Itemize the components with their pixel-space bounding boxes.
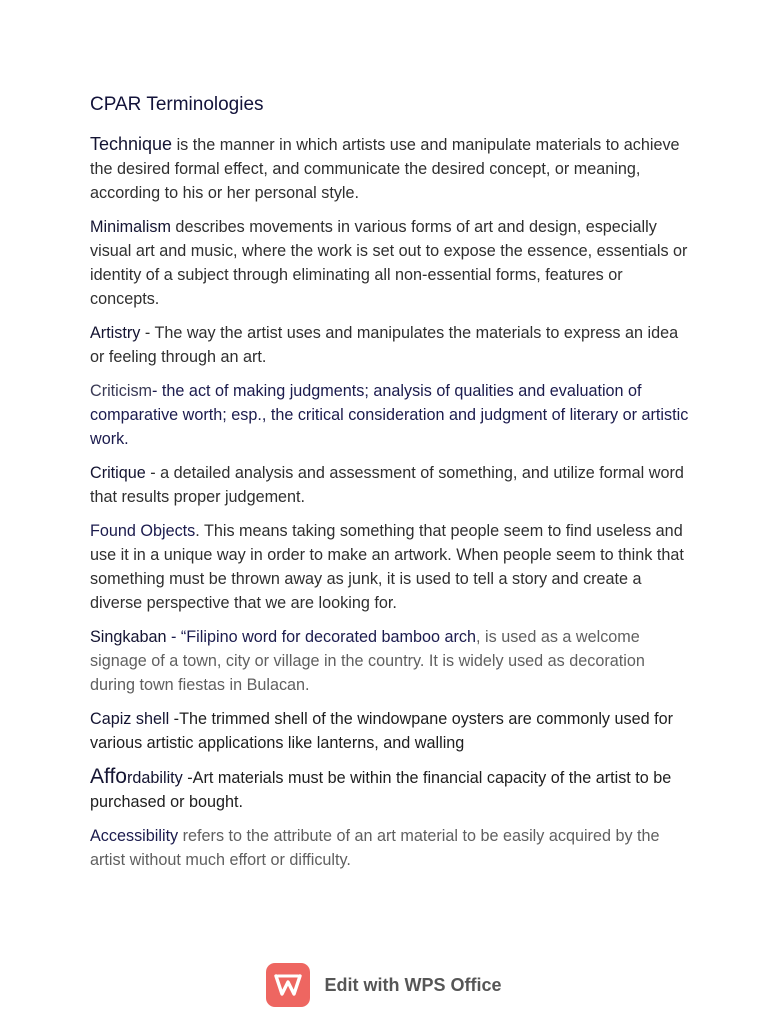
definition-accessibility: refers to the attribute of an art material to be easily acquired by the artist without much effort or difficulty. xyxy=(90,827,660,869)
definition-singkaban-part2: , is used as a welcome signage of a town, city or village in the country. It is widely used as decoration during town fiestas in Bulacan. xyxy=(90,628,645,694)
term-found-objects: Found Objects xyxy=(90,522,196,540)
edit-with-wps-link[interactable]: Edit with WPS Office xyxy=(324,974,502,995)
wps-office-logo-icon xyxy=(266,963,310,1007)
term-singkaban: Singkaban xyxy=(90,628,167,646)
term-criticism: Criticism xyxy=(90,382,153,400)
term-capiz-shell: Capiz shell xyxy=(90,710,170,728)
definition-minimalism: describes movements in various forms of art and design, especially visual art and music, where the work is set out to expose the essence, essentials or identity of a subject through eliminating all non-essential forms, features or concepts. xyxy=(90,218,688,308)
entry-technique xyxy=(90,132,690,205)
term-accessibility: Accessibility xyxy=(90,827,179,845)
definition-critique: - a detailed analysis and assessment of something, and utilize formal word that results proper judgement. xyxy=(90,464,684,506)
entry-affordability xyxy=(90,765,690,814)
term-critique: Critique xyxy=(90,464,146,482)
document-title: CPAR Terminologies xyxy=(90,94,264,115)
definition-singkaban-part1: - “Filipino word for decorated bamboo arch xyxy=(166,628,477,646)
term-affordability-part1: Affo xyxy=(90,765,127,788)
definition-criticism: - the act of making judgments; analysis of qualities and evaluation of comparative worth; esp., the critical consideration and judgment of literary or artistic work. xyxy=(90,382,689,448)
entry-capiz-shell xyxy=(90,707,690,755)
entry-found-objects xyxy=(90,519,690,615)
wps-edit-banner[interactable] xyxy=(0,962,768,1008)
term-minimalism: Minimalism xyxy=(90,218,171,236)
entry-critique xyxy=(90,461,690,509)
entry-artistry xyxy=(90,321,690,369)
definition-found-objects: . This means taking something that people seem to find useless and use it in a unique way in order to make an artwork. When people seem to think that something must be thrown away as junk, it is used to tell a story and create a diverse perspective that we are looking for. xyxy=(90,522,684,612)
definition-artistry: - The way the artist uses and manipulates the materials to express an idea or feeling through an art. xyxy=(90,324,679,366)
entry-minimalism xyxy=(90,215,690,311)
definition-affordability: -Art materials must be within the financial capacity of the artist to be purchased or bought. xyxy=(90,769,672,811)
document-page xyxy=(90,92,690,882)
entry-singkaban xyxy=(90,625,690,697)
definition-capiz-shell: -The trimmed shell of the windowpane oysters are commonly used for various artistic applications like lanterns, and walling xyxy=(90,710,674,752)
term-affordability-part2: rdability xyxy=(126,769,183,787)
term-technique: Technique xyxy=(90,134,173,154)
entry-criticism xyxy=(90,379,690,451)
entry-accessibility xyxy=(90,824,690,872)
definition-technique: is the manner in which artists use and manipulate materials to achieve the desired formal effect, and communicate the desired concept, or meaning, according to his or her personal style. xyxy=(90,136,680,202)
term-artistry: Artistry xyxy=(90,324,141,342)
